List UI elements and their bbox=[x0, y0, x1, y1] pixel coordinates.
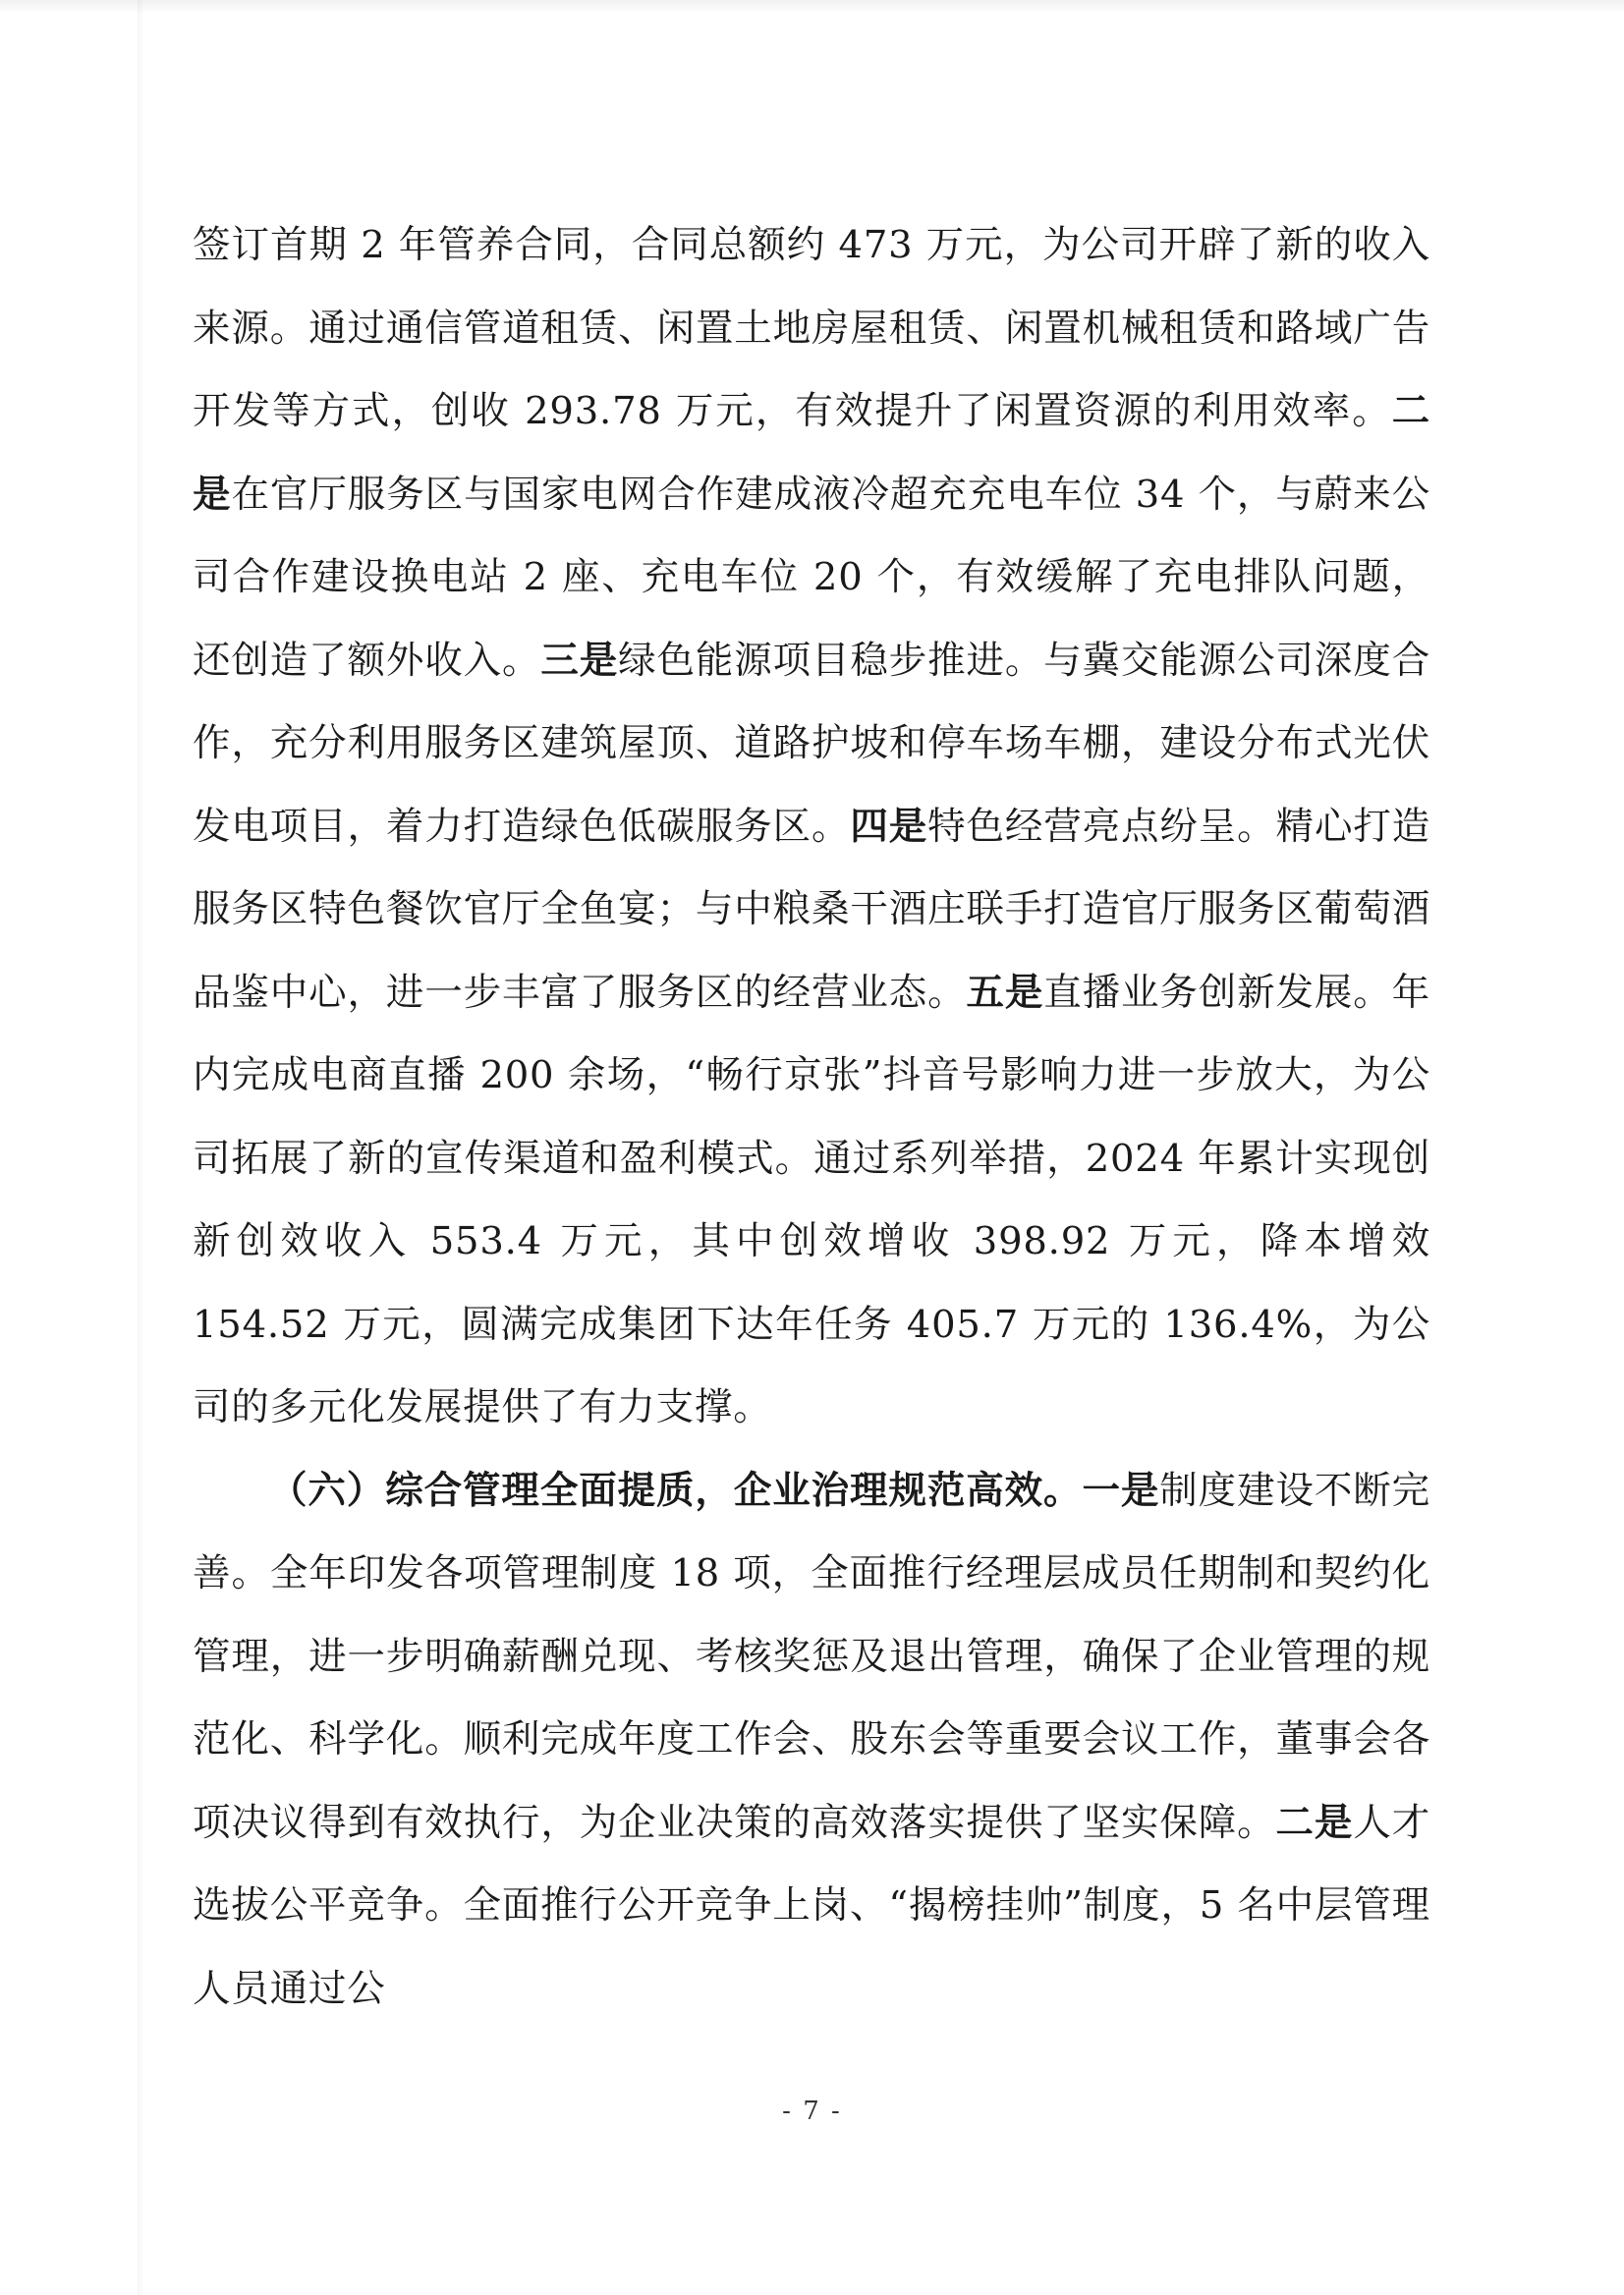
emphasis-label: 一是 bbox=[1082, 1468, 1160, 1513]
paragraph-text: 签订首期 2 年管养合同，合同总额约 473 万元，为公司开辟了新的收入来源。通过通信管道租赁、闲置土地房屋租赁、闲置机械租赁和路域广告开发等方式，创收 293.78 万元，有效提升了闲置资源的利用效率。 bbox=[193, 223, 1430, 433]
emphasis-label: 五是 bbox=[966, 970, 1044, 1015]
paragraph-revenue-innovation bbox=[193, 204, 1430, 1450]
paragraph-text: 人才选拔公平竞争。全面推行公开竞争上岗、“揭榜挂帅”制度，5 名中层管理人员通过公 bbox=[193, 1800, 1430, 2011]
paragraph-text: 特色经营亮点纷呈。精心打造服务区特色餐饮官厅全鱼宴；与中粮桑干酒庄联手打造官厅服务区葡萄酒品鉴中心，进一步丰富了服务区的经营业态。 bbox=[193, 804, 1430, 1015]
scan-shadow-top bbox=[0, 0, 1624, 14]
paragraph-text: 在官厅服务区与国家电网合作建成液冷超充充电车位 34 个，与蔚来公司合作建设换电站 2 座、充电车位 20 个，有效缓解了充电排队问题，还创造了额外收入。 bbox=[193, 472, 1430, 683]
document-body bbox=[193, 204, 1430, 2031]
page-number: - 7 - bbox=[782, 2097, 842, 2126]
emphasis-label: 四是 bbox=[850, 804, 928, 849]
scan-shadow-edge bbox=[138, 0, 143, 2295]
paragraph-text: 直播业务创新发展。年内完成电商直播 200 余场，“畅行京张”抖音号影响力进一步放大，为公司拓展了新的宣传渠道和盈利模式。通过系列举措，2024 年累计实现创新创效收入 553.4 万元，其中创效增收 398.92 万元，降本增效 154.52 万元，圆满完成集团下达年任务 405.7 万元的 136.4%，为公司的多元化发展提供了有力支撑。 bbox=[193, 970, 1430, 1429]
emphasis-label: 二是 bbox=[1275, 1800, 1354, 1845]
emphasis-label: 三是 bbox=[540, 638, 619, 683]
emphasis-label: 二是 bbox=[193, 389, 1430, 517]
paragraph-comprehensive-management bbox=[193, 1450, 1430, 2032]
paragraph-text: 绿色能源项目稳步推进。与冀交能源公司深度合作，充分利用服务区建筑屋顶、道路护坡和停车场车棚，建设分布式光伏发电项目，着力打造绿色低碳服务区。 bbox=[193, 638, 1430, 849]
paragraph-text: 制度建设不断完善。全年印发各项管理制度 18 项，全面推行经理层成员任期制和契约化管理，进一步明确薪酬兑现、考核奖惩及退出管理，确保了企业管理的规范化、科学化。顺利完成年度工作会、股东会等重要会议工作，董事会各项决议得到有效执行，为企业决策的高效落实提供了坚实保障。 bbox=[193, 1468, 1430, 1845]
section-heading: （六）综合管理全面提质，企业治理规范高效。 bbox=[269, 1468, 1083, 1513]
